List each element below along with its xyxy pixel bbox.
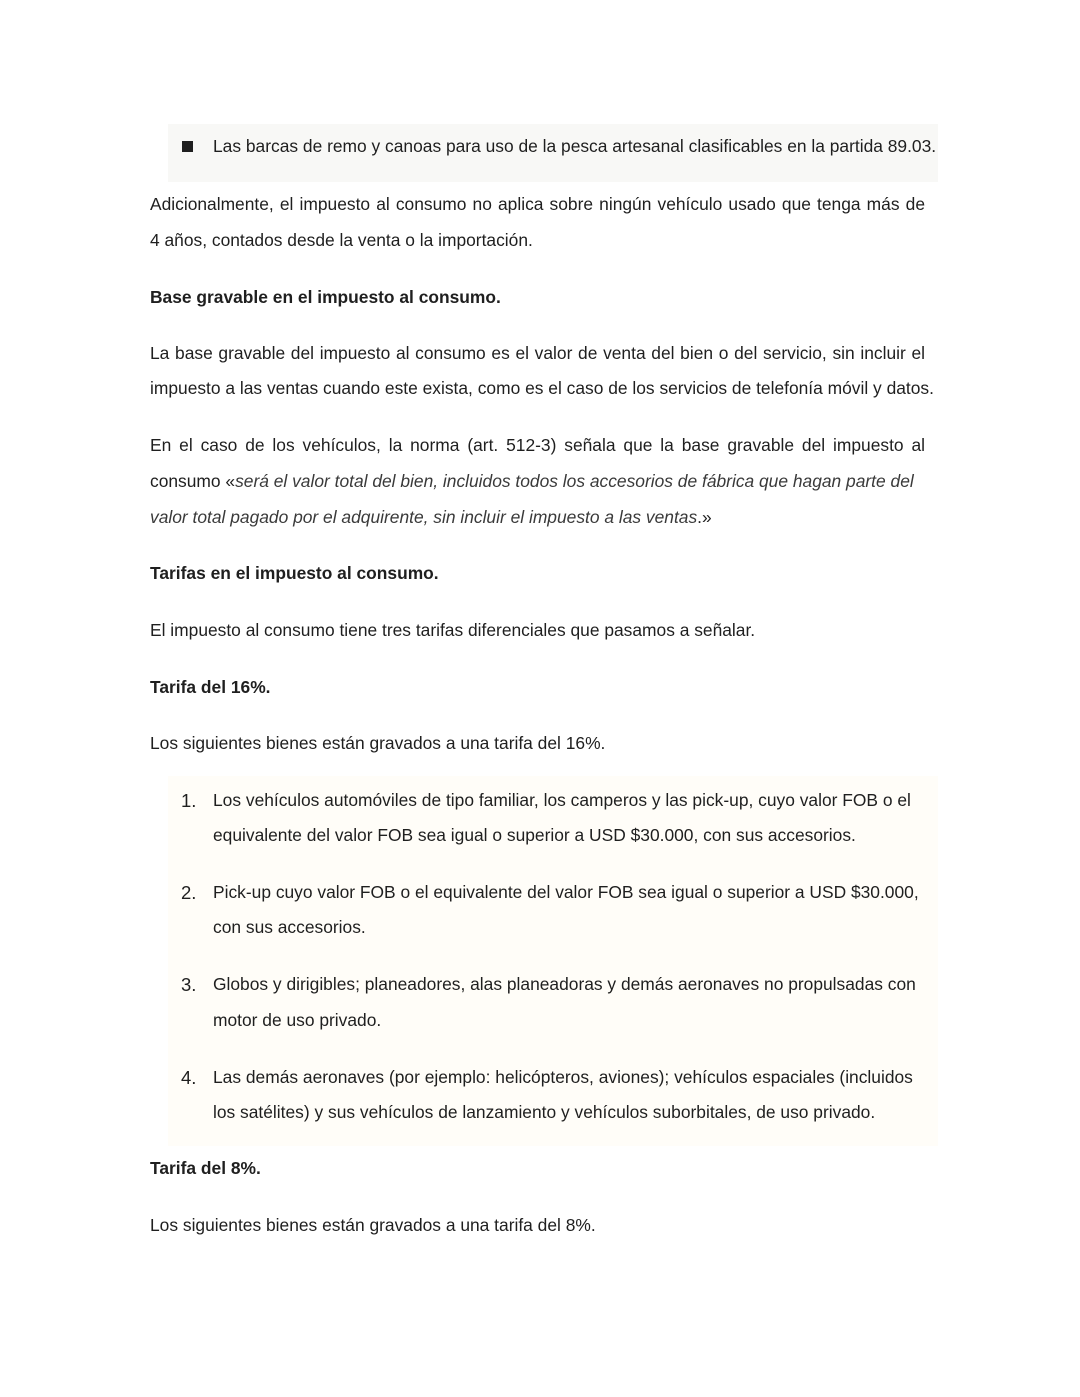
- heading-tarifas: Tarifas en el impuesto al consumo.: [150, 563, 439, 583]
- quote-text-line1: será el valor total del bien, incluidos todos los accesorios de fábrica que hagan parte del: [235, 471, 914, 491]
- list-item-number: 3.: [181, 974, 197, 995]
- paragraph-norma-line2: consumo «será el valor total del bien, incluidos todos los accesorios de fábrica que hagan parte del: [150, 471, 914, 491]
- list-item-2-line1: Pick-up cuyo valor FOB o el equivalente del valor FOB sea igual o superior a USD $30.000,: [213, 882, 919, 902]
- list-item-4-line1: Las demás aeronaves (por ejemplo: helicópteros, aviones); vehículos espaciales (incluidos: [213, 1067, 913, 1087]
- list-item-4-line2: los satélites) y sus vehículos de lanzamiento y vehículos suborbitales, de uso privado.: [213, 1102, 876, 1122]
- list-item-number: 2.: [181, 882, 197, 903]
- list-item-1-line2: equivalente del valor FOB sea igual o superior a USD $30.000, con sus accesorios.: [213, 825, 856, 845]
- paragraph-norma-line1: En el caso de los vehículos, la norma (art. 512-3) señala que la base gravable del impuesto al: [150, 435, 925, 455]
- paragraph-base-gravable-line1: La base gravable del impuesto al consumo es el valor de venta del bien o del servicio, sin incluir el: [150, 343, 925, 363]
- list-item-1-line1: Los vehículos automóviles de tipo familiar, los camperos y las pick-up, cuyo valor FOB o el: [213, 790, 911, 810]
- square-bullet-icon: [182, 141, 193, 152]
- heading-base-gravable: Base gravable en el impuesto al consumo.: [150, 287, 501, 307]
- heading-tarifa-8: Tarifa del 8%.: [150, 1158, 261, 1178]
- paragraph-norma-line3: valor total pagado por el adquirente, sin incluir el impuesto a las ventas.»: [150, 507, 712, 527]
- list-item-number: 4.: [181, 1067, 197, 1088]
- paragraph-vehiculos-usados-line1: Adicionalmente, el impuesto al consumo no aplica sobre ningún vehículo usado que tenga más de: [150, 194, 925, 214]
- paragraph-base-gravable-line2: impuesto a las ventas cuando este exista, como es el caso de los servicios de telefonía móvil y datos.: [150, 378, 934, 398]
- list-item-3-line2: motor de uso privado.: [213, 1010, 382, 1030]
- list-item-number: 1.: [181, 790, 197, 811]
- bullet-item-text: Las barcas de remo y canoas para uso de la pesca artesanal clasificables en la partida 89.03.: [213, 136, 937, 156]
- paragraph-tarifas-intro: El impuesto al consumo tiene tres tarifas diferenciales que pasamos a señalar.: [150, 620, 756, 640]
- list-item-2-line2: con sus accesorios.: [213, 917, 366, 937]
- list-item-3-line1: Globos y dirigibles; planeadores, alas planeadoras y demás aeronaves no propulsadas con: [213, 974, 916, 994]
- paragraph-tarifa-16-intro: Los siguientes bienes están gravados a una tarifa del 16%.: [150, 733, 606, 753]
- paragraph-tarifa-8-intro: Los siguientes bienes están gravados a una tarifa del 8%.: [150, 1215, 596, 1235]
- quote-text-line2: valor total pagado por el adquirente, sin incluir el impuesto a las ventas: [150, 507, 698, 527]
- paragraph-vehiculos-usados-line2: 4 años, contados desde la venta o la importación.: [150, 230, 533, 250]
- heading-tarifa-16: Tarifa del 16%.: [150, 677, 271, 697]
